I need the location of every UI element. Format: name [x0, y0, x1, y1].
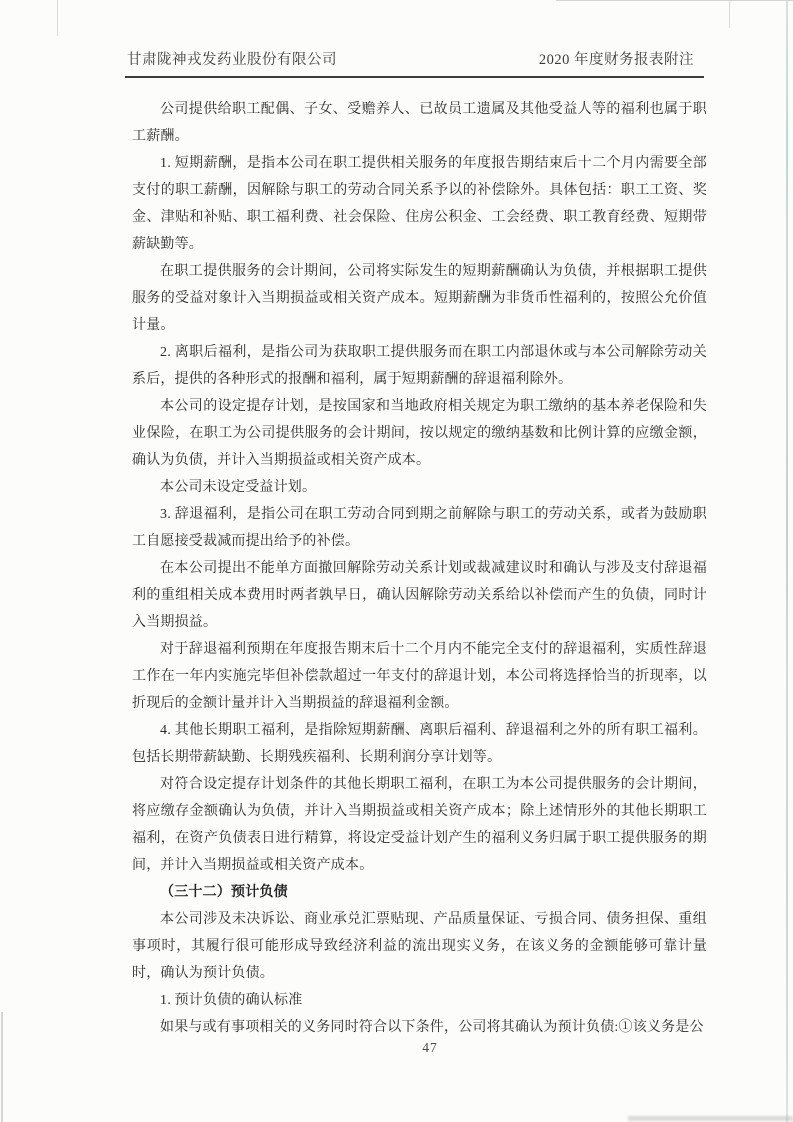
paragraph-short-term-compensation-recognition: 在职工提供服务的会计期间，公司将实际发生的短期薪酬确认为负债，并根据职工提供服务的受益对象计入当期损益或相关资产成本。短期薪酬为非货币性福利的，按照公允价值计量。 [132, 264, 707, 333]
section-heading-provisions: （三十二）预计负债 [160, 885, 288, 900]
scan-pink-tick-left [57, 0, 58, 36]
header-doc-title: 2020 年度财务报表附注 [538, 52, 694, 68]
page-header [127, 48, 704, 69]
scan-edge-right-line [786, 0, 788, 1122]
scan-smudge-bottom-right [628, 1116, 793, 1121]
page-body [132, 96, 707, 1041]
paragraph-provisions-criteria-intro: 如果与或有事项相关的义务同时符合以下条件，公司将其确认为预计负债:①该义务是公 [160, 1020, 704, 1035]
page-number: 47 [422, 1040, 438, 1055]
scan-top-hairline [556, 0, 793, 1]
header-company-name: 甘肃陇神戎发药业股份有限公司 [127, 52, 337, 68]
paragraph-termination-benefit-definition: 3. 辞退福利，是指公司在职工劳动合同到期之前解除与职工的劳动关系，或者为鼓励职工自愿接受裁减而提出给予的补偿。 [132, 507, 707, 549]
scan-edge-left-bottom-line [1, 1012, 3, 1122]
paragraph-provisions-criteria-title: 1. 预计负债的确认标准 [160, 993, 303, 1008]
paragraph-provisions-scope: 本公司涉及未决诉讼、商业承兑汇票贴现、产品质量保证、亏损合同、债务担保、重组事项时，其履行很可能形成导致经济利益的流出现实义务，在该义务的金额能够可靠计量时，确认为预计负债。 [132, 912, 707, 981]
paragraph-other-long-term-benefit-definition: 4. 其他长期职工福利，是指除短期薪酬、离职后福利、辞退福利之外的所有职工福利。包括长期带薪缺勤、长期残疾福利、长期利润分享计划等。 [132, 723, 707, 765]
paragraph-termination-benefit-discount: 对于辞退福利预期在年度报告期末后十二个月内不能完全支付的辞退福利，实质性辞退工作在一年内实施完毕但补偿款超过一年支付的辞退计划，本公司将选择恰当的折现率，以折现后的金额计量并计入当期损益的辞退福利金额。 [132, 642, 707, 711]
scan-pink-tick-right [729, 0, 730, 28]
paragraph-other-long-term-benefit-accounting: 对符合设定提存计划条件的其他长期职工福利，在职工为本公司提供服务的会计期间，将应缴存金额确认为负债，并计入当期损益或相关资产成本；除上述情形外的其他长期职工福利，在资产负债表日进行精算，将设定受益计划产生的福利义务归属于职工提供服务的期间，并计入当期损益或相关资产成本。 [132, 777, 707, 873]
paragraph-employee-benefit-scope: 公司提供给职工配偶、子女、受赡养人、已故员工遗属及其他受益人等的福利也属于职工薪酬。 [132, 102, 707, 144]
paragraph-no-defined-benefit-plan: 本公司未设定受益计划。 [160, 480, 317, 495]
paragraph-termination-benefit-recognition: 在本公司提出不能单方面撤回解除劳动关系计划或裁减建议时和确认与涉及支付辞退福利的重组相关成本费用时两者孰早日，确认因解除劳动关系给以补偿而产生的负债，同时计入当期损益。 [132, 561, 707, 630]
paragraph-short-term-compensation-definition: 1. 短期薪酬，是指本公司在职工提供相关服务的年度报告期结束后十二个月内需要全部支付的职工薪酬，因解除与职工的劳动合同关系予以的补偿除外。具体包括：职工工资、奖金、津贴和补贴、职工福利费、社会保险、住房公积金、工会经费、职工教育经费、短期带薪缺勤等。 [132, 156, 707, 252]
header-rule [125, 76, 704, 78]
page-footer [127, 1040, 733, 1056]
paragraph-post-employment-benefit-definition: 2. 离职后福利，是指公司为获取职工提供服务而在职工内部退休或与本公司解除劳动关系后，提供的各种形式的报酬和福利，属于短期薪酬的辞退福利除外。 [132, 345, 707, 387]
paragraph-defined-contribution-plan: 本公司的设定提存计划，是按国家和当地政府相关规定为职工缴纳的基本养老保险和失业保险，在职工为公司提供服务的会计期间，按以规定的缴纳基数和比例计算的应缴金额，确认为负债，并计入当期损益或相关资产成本。 [132, 399, 707, 468]
